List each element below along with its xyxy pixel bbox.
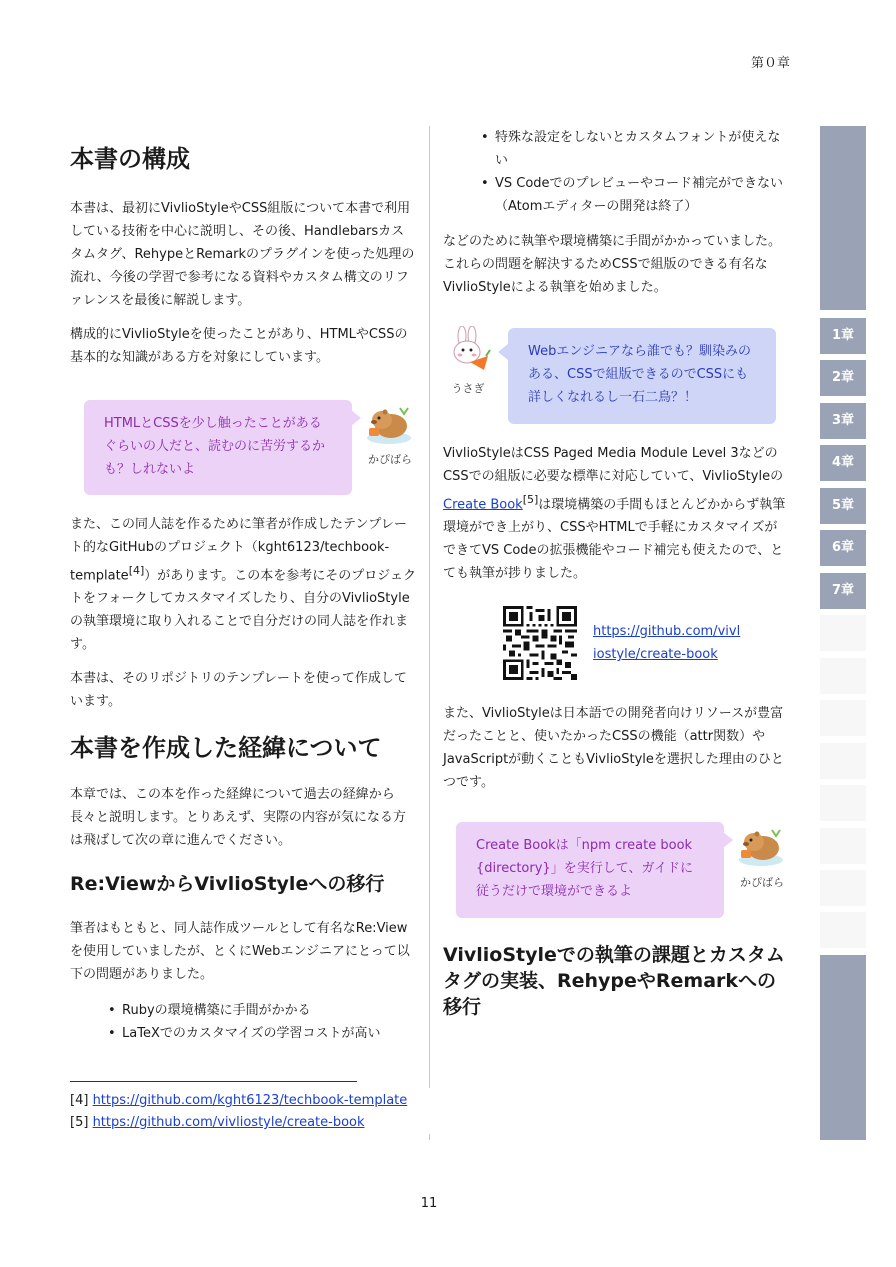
- sidebar-tab-chapter-6[interactable]: 6章: [820, 530, 866, 566]
- avatar-name-capybara: かぴばら: [740, 876, 784, 889]
- rabbit-avatar-icon: [444, 326, 492, 376]
- heading-migration: Re:ViewからVivlioStyleへの移行: [70, 873, 385, 895]
- problem-list-right: [481, 126, 787, 218]
- heading-history: 本書を作成した経緯について: [70, 734, 382, 762]
- speech-bubble-rabbit: [508, 328, 776, 424]
- sidebar-tab-chapter-5[interactable]: 5章: [820, 488, 866, 524]
- footnote-ref-5[interactable]: [5]: [522, 493, 539, 506]
- sidebar-empty-slot: [820, 785, 866, 821]
- bubble-pointer: [498, 344, 508, 360]
- paragraph-repository: 本書は、そのリポジトリのテンプレートを使って作成しています。: [70, 671, 407, 709]
- bubble-text: Webエンジニアなら誰でも？馴染みのある、CSSで組版できるのでCSSにも詳しくなれるし一石二鳥？！: [528, 344, 752, 405]
- footnote-4: [70, 1090, 407, 1112]
- sidebar-empty-slot: [820, 828, 866, 864]
- column-divider: [429, 126, 430, 1088]
- chapter-label: 第０章: [750, 56, 790, 71]
- sidebar-tab-chapter-7[interactable]: 7章: [820, 573, 866, 609]
- bubble-pointer: [351, 410, 361, 426]
- avatar-name-capybara: かぴばら: [368, 453, 412, 466]
- capybara-avatar-icon: [364, 402, 414, 446]
- sidebar-empty-slot: [820, 743, 866, 779]
- speech-bubble-capybara-2: [456, 822, 724, 918]
- footnote-number: [4]: [70, 1093, 89, 1108]
- footnote-5: [70, 1112, 365, 1134]
- footnote-ref-4[interactable]: [4]: [128, 564, 145, 577]
- speech-bubble-capybara-1: [84, 400, 352, 495]
- paragraph-create-book: [443, 442, 789, 585]
- qr-code-icon[interactable]: [503, 606, 577, 680]
- heading-structure: 本書の構成: [70, 145, 190, 173]
- sidebar-empty-slot: [820, 912, 866, 948]
- paragraph-structure-intro: 本書は、最初にVivlioStyleやCSS組版について本書で利用している技術を中心に説明し、その後、Handlebarsカスタムタグ、RehypeとRemarkのプラグインを使った処理の流れ、今後の学習で参考になる資料やカスタム構文のリファレンスを最後に解説します。: [70, 201, 415, 308]
- heading-custom-tags: VivlioStyleでの執筆の課題とカスタムタグの実装、RehypeやRemarkへの移行: [443, 944, 785, 1018]
- paragraph-start-vivlio: などのために執筆や環境構築に手間がかかっていました。これらの問題を解決するためCSSで組版のできる有名なVivlioStyleによる執筆を始めました。: [443, 234, 782, 295]
- list-item: • VS Codeでのプレビューやコード補完ができない（Atomエディターの開発は終了）: [481, 172, 787, 218]
- sidebar-empty-slot: [820, 700, 866, 736]
- paragraph-create-book-text-b: は環境構築の手間もほとんどかからず執筆環境ができ上がり、CSSやHTMLで手軽にカスタマイズができてVS Codeの拡張機能やコード補完も使えたので、とても執筆が捗りました。: [443, 497, 786, 582]
- page-number: 11: [420, 1196, 438, 1211]
- list-item: • 特殊な設定をしないとカスタムフォントが使えない: [481, 126, 787, 172]
- sidebar-tab-chapter-3[interactable]: 3章: [820, 403, 866, 439]
- column-divider-tick: [429, 1134, 430, 1140]
- sidebar-empty-slot: [820, 658, 866, 694]
- paragraph-reasons: 筆者はもともと、同人誌作成ツールとして有名なRe:Viewを使用していましたが、とくにWebエンジニアにとって以下の問題がありました。: [70, 921, 410, 982]
- list-item: • LaTeXでのカスタマイズの学習コストが高い: [108, 1022, 408, 1045]
- create-book-link[interactable]: Create Book: [443, 497, 523, 513]
- sidebar-empty-slot: [820, 615, 866, 651]
- bubble-pointer: [723, 832, 733, 848]
- sidebar-tab-chapter-2[interactable]: 2章: [820, 360, 866, 396]
- paragraph-create-book-text-a: VivlioStyleはCSS Paged Media Module Level 3などのCSSでの組版に必要な標準に対応していて、VivlioStyleの: [443, 446, 784, 484]
- footnote-link-4[interactable]: https://github.com/kght6123/techbook-template: [92, 1093, 408, 1108]
- problem-list-left: [108, 999, 408, 1045]
- list-item: • Rubyの環境構築に手間がかかる: [108, 999, 408, 1022]
- capybara-avatar-icon: [736, 824, 786, 868]
- sidebar-tab-chapter-4[interactable]: 4章: [820, 445, 866, 481]
- sidebar-empty-slot: [820, 870, 866, 906]
- paragraph-template: [70, 513, 416, 656]
- bubble-text: HTMLとCSSを少し触ったことがあるぐらいの人だと、読むのに苦労するかも？しれないよ: [104, 416, 326, 477]
- footnote-separator: [70, 1081, 357, 1082]
- paragraph-template-text-a: また、この同人誌を作るために筆者が作成したテンプレート的なGitHubのプロジェクト（kght6123/techbook-template: [70, 517, 407, 584]
- bubble-text: Create Bookは「npm create book {directory}」を実行して、ガイドに従うだけで環境ができるよ: [476, 838, 694, 899]
- sidebar-tab-chapter-1[interactable]: 1章: [820, 318, 866, 354]
- avatar-name-rabbit: うさぎ: [451, 382, 485, 395]
- footnote-number: [5]: [70, 1115, 89, 1130]
- paragraph-history: 本章では、この本を作った経緯について過去の経緯から長々と説明します。とりあえず、実際の内容が気になる方は飛ばして次の章に進んでください。: [70, 787, 406, 848]
- sidebar-block-bottom: [820, 955, 866, 1140]
- paragraph-template-text-b: ）があります。この本を参考にそのプロジェクトをフォークしてカスタマイズしたり、自分のVivlioStyleの執筆環境に取り入れることで自分だけの同人誌を作れます。: [70, 568, 416, 653]
- paragraph-audience: 構成的にVivlioStyleを使ったことがあり、HTMLやCSSの基本的な知識がある方を対象にしています。: [70, 327, 408, 365]
- paragraph-resources: また、VivlioStyleは日本語での開発者向けリソースが豊富だったことと、使いたかったCSSの機能（attr関数）やJavaScriptが動くこともVivlioStyleを選択した理由のひとつです。: [443, 706, 784, 790]
- sidebar-block-top: [820, 126, 866, 310]
- footnote-link-5[interactable]: https://github.com/vivliostyle/create-book: [92, 1115, 365, 1130]
- qr-code-link[interactable]: https://github.com/vivliostyle/create-book: [593, 624, 741, 662]
